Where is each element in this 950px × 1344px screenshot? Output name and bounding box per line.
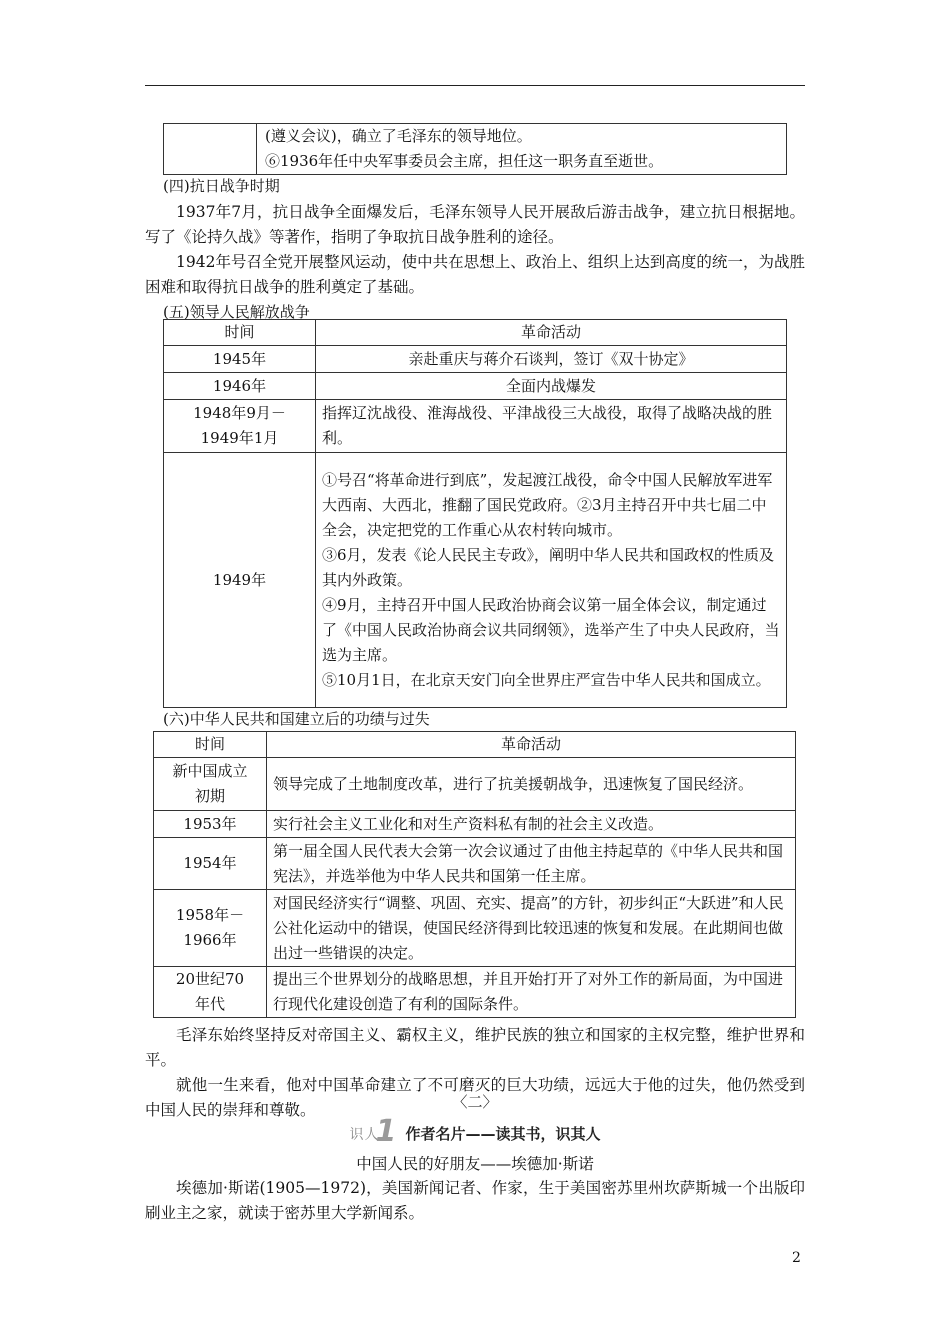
table-line: ⑥1936年任中央军事委员会主席，担任这一职务直至逝世。 (265, 152, 664, 170)
cell-time: 1953年 (154, 811, 267, 838)
cell-time: 1948年9月－1949年1月 (164, 400, 316, 453)
cell-activity: 领导完成了土地制度改革，进行了抗美援朝战争，迅速恢复了国民经济。 (267, 758, 796, 811)
subtitle: 中国人民的好朋友——埃德加·斯诺 (356, 1155, 594, 1173)
header-activity: 革命活动 (316, 320, 787, 346)
table-row (164, 453, 787, 708)
table-row (164, 346, 787, 373)
section-heading: (四)抗日战争时期 (163, 177, 280, 195)
header-time: 时间 (164, 320, 316, 346)
banner-title: 作者名片——读其书，识其人 (405, 1124, 601, 1143)
table-prc-achievements (153, 731, 796, 1018)
cell-activity: 指挥辽沈战役、淮海战役、平津战役三大战役，取得了战略决战的胜利。 (316, 400, 787, 453)
page-number: 2 (792, 1250, 801, 1266)
paragraph: 1942年号召全党开展整风运动，使中共在思想上、政治上、组织上达到高度的统一，为战胜困难和取得抗日战争的胜利奠定了基础。 (145, 253, 805, 296)
cell-time: 1945年 (164, 346, 316, 373)
logo-text: 识人 (349, 1127, 380, 1143)
activity-item: ⑤10月1日，在北京天安门向全世界庄严宣告中华人民共和国成立。 (322, 670, 771, 689)
table-row (154, 890, 796, 967)
cell-time: 1958年－1966年 (154, 890, 267, 967)
header-time: 时间 (154, 732, 267, 758)
cell-activity: 全面内战爆发 (316, 373, 787, 400)
part-marker: 〈二〉 (452, 1093, 498, 1111)
section-banner (145, 1114, 805, 1149)
table-row (154, 758, 796, 811)
table-row (154, 967, 796, 1018)
header-rule (145, 85, 805, 86)
header-activity: 革命活动 (267, 732, 796, 758)
table-row (154, 811, 796, 838)
table-row (154, 838, 796, 890)
paragraph: 毛泽东始终坚持反对帝国主义、霸权主义，维护民族的独立和国家的主权完整，维护世界和平。 (145, 1026, 805, 1069)
cell-activity (316, 453, 787, 708)
cell-activity: 亲赴重庆与蒋介石谈判，签订《双十协定》 (316, 346, 787, 373)
table-liberation-war (163, 319, 787, 708)
cell-time: 1949年 (164, 453, 316, 708)
logo-number: 1 (375, 1114, 397, 1149)
shiren-logo-icon (349, 1114, 399, 1149)
section-heading: (五)领导人民解放战争 (163, 303, 310, 321)
table-row (164, 373, 787, 400)
cell-activity: 第一届全国人民代表大会第一次会议通过了由他主持起草的《中华人民共和国宪法》，并选举他为中华人民共和国第一任主席。 (267, 838, 796, 890)
cell-activity: 提出三个世界划分的战略思想，并且开始打开了对外工作的新局面，为中国进行现代化建设创造了有利的国际条件。 (267, 967, 796, 1018)
table-row (164, 124, 787, 175)
activity-item: ③6月，发表《论人民民主专政》，阐明中华人民共和国政权的性质及其内外政策。 (322, 545, 775, 589)
table-header-row (154, 732, 796, 758)
table-line: (遵义会议)，确立了毛泽东的领导地位。 (265, 127, 532, 145)
cell-activity: 对国民经济实行“调整、巩固、充实、提高”的方针，初步纠正“大跃进”和人民公社化运动中的错误，使国民经济得到比较迅速的恢复和发展。在此期间也做出过一些错误的决定。 (267, 890, 796, 967)
paragraph: 1937年7月，抗日战争全面爆发后，毛泽东领导人民开展敌后游击战争，建立抗日根据地。写了《论持久战》等著作，指明了争取抗日战争胜利的途径。 (145, 203, 805, 246)
cell-activity: 实行社会主义工业化和对生产资料私有制的社会主义改造。 (267, 811, 796, 838)
cell-time: 1954年 (154, 838, 267, 890)
table-cell (257, 124, 787, 175)
activity-item: ④9月，主持召开中国人民政治协商会议第一届全体会议，制定通过了《中国人民政治协商会议共同纲领》，选举产生了中央人民政府，当选为主席。 (322, 595, 780, 664)
paragraph: 埃德加·斯诺(1905—1972)，美国新闻记者、作家，生于美国密苏里州坎萨斯城一个出版印刷业主之家，就读于密苏里大学新闻系。 (145, 1179, 805, 1222)
cell-time: 新中国成立初期 (154, 758, 267, 811)
cell-time: 20世纪70年代 (154, 967, 267, 1018)
table-continuation (163, 123, 787, 175)
table-header-row (164, 320, 787, 346)
section-heading: (六)中华人民共和国建立后的功绩与过失 (163, 710, 430, 728)
table-cell-empty (164, 124, 257, 175)
cell-time: 1946年 (164, 373, 316, 400)
paragraph: 就他一生来看，他对中国革命建立了不可磨灭的巨大功绩，远远大于他的过失，他仍然受到中国人民的崇拜和尊敬。 (145, 1076, 805, 1119)
activity-item: ①号召“将革命进行到底”，发起渡江战役，命令中国人民解放军进军大西南、大西北，推翻了国民党政府。②3月主持召开中共七届二中全会，决定把党的工作重心从农村转向城市。 (322, 470, 773, 539)
table-row (164, 400, 787, 453)
